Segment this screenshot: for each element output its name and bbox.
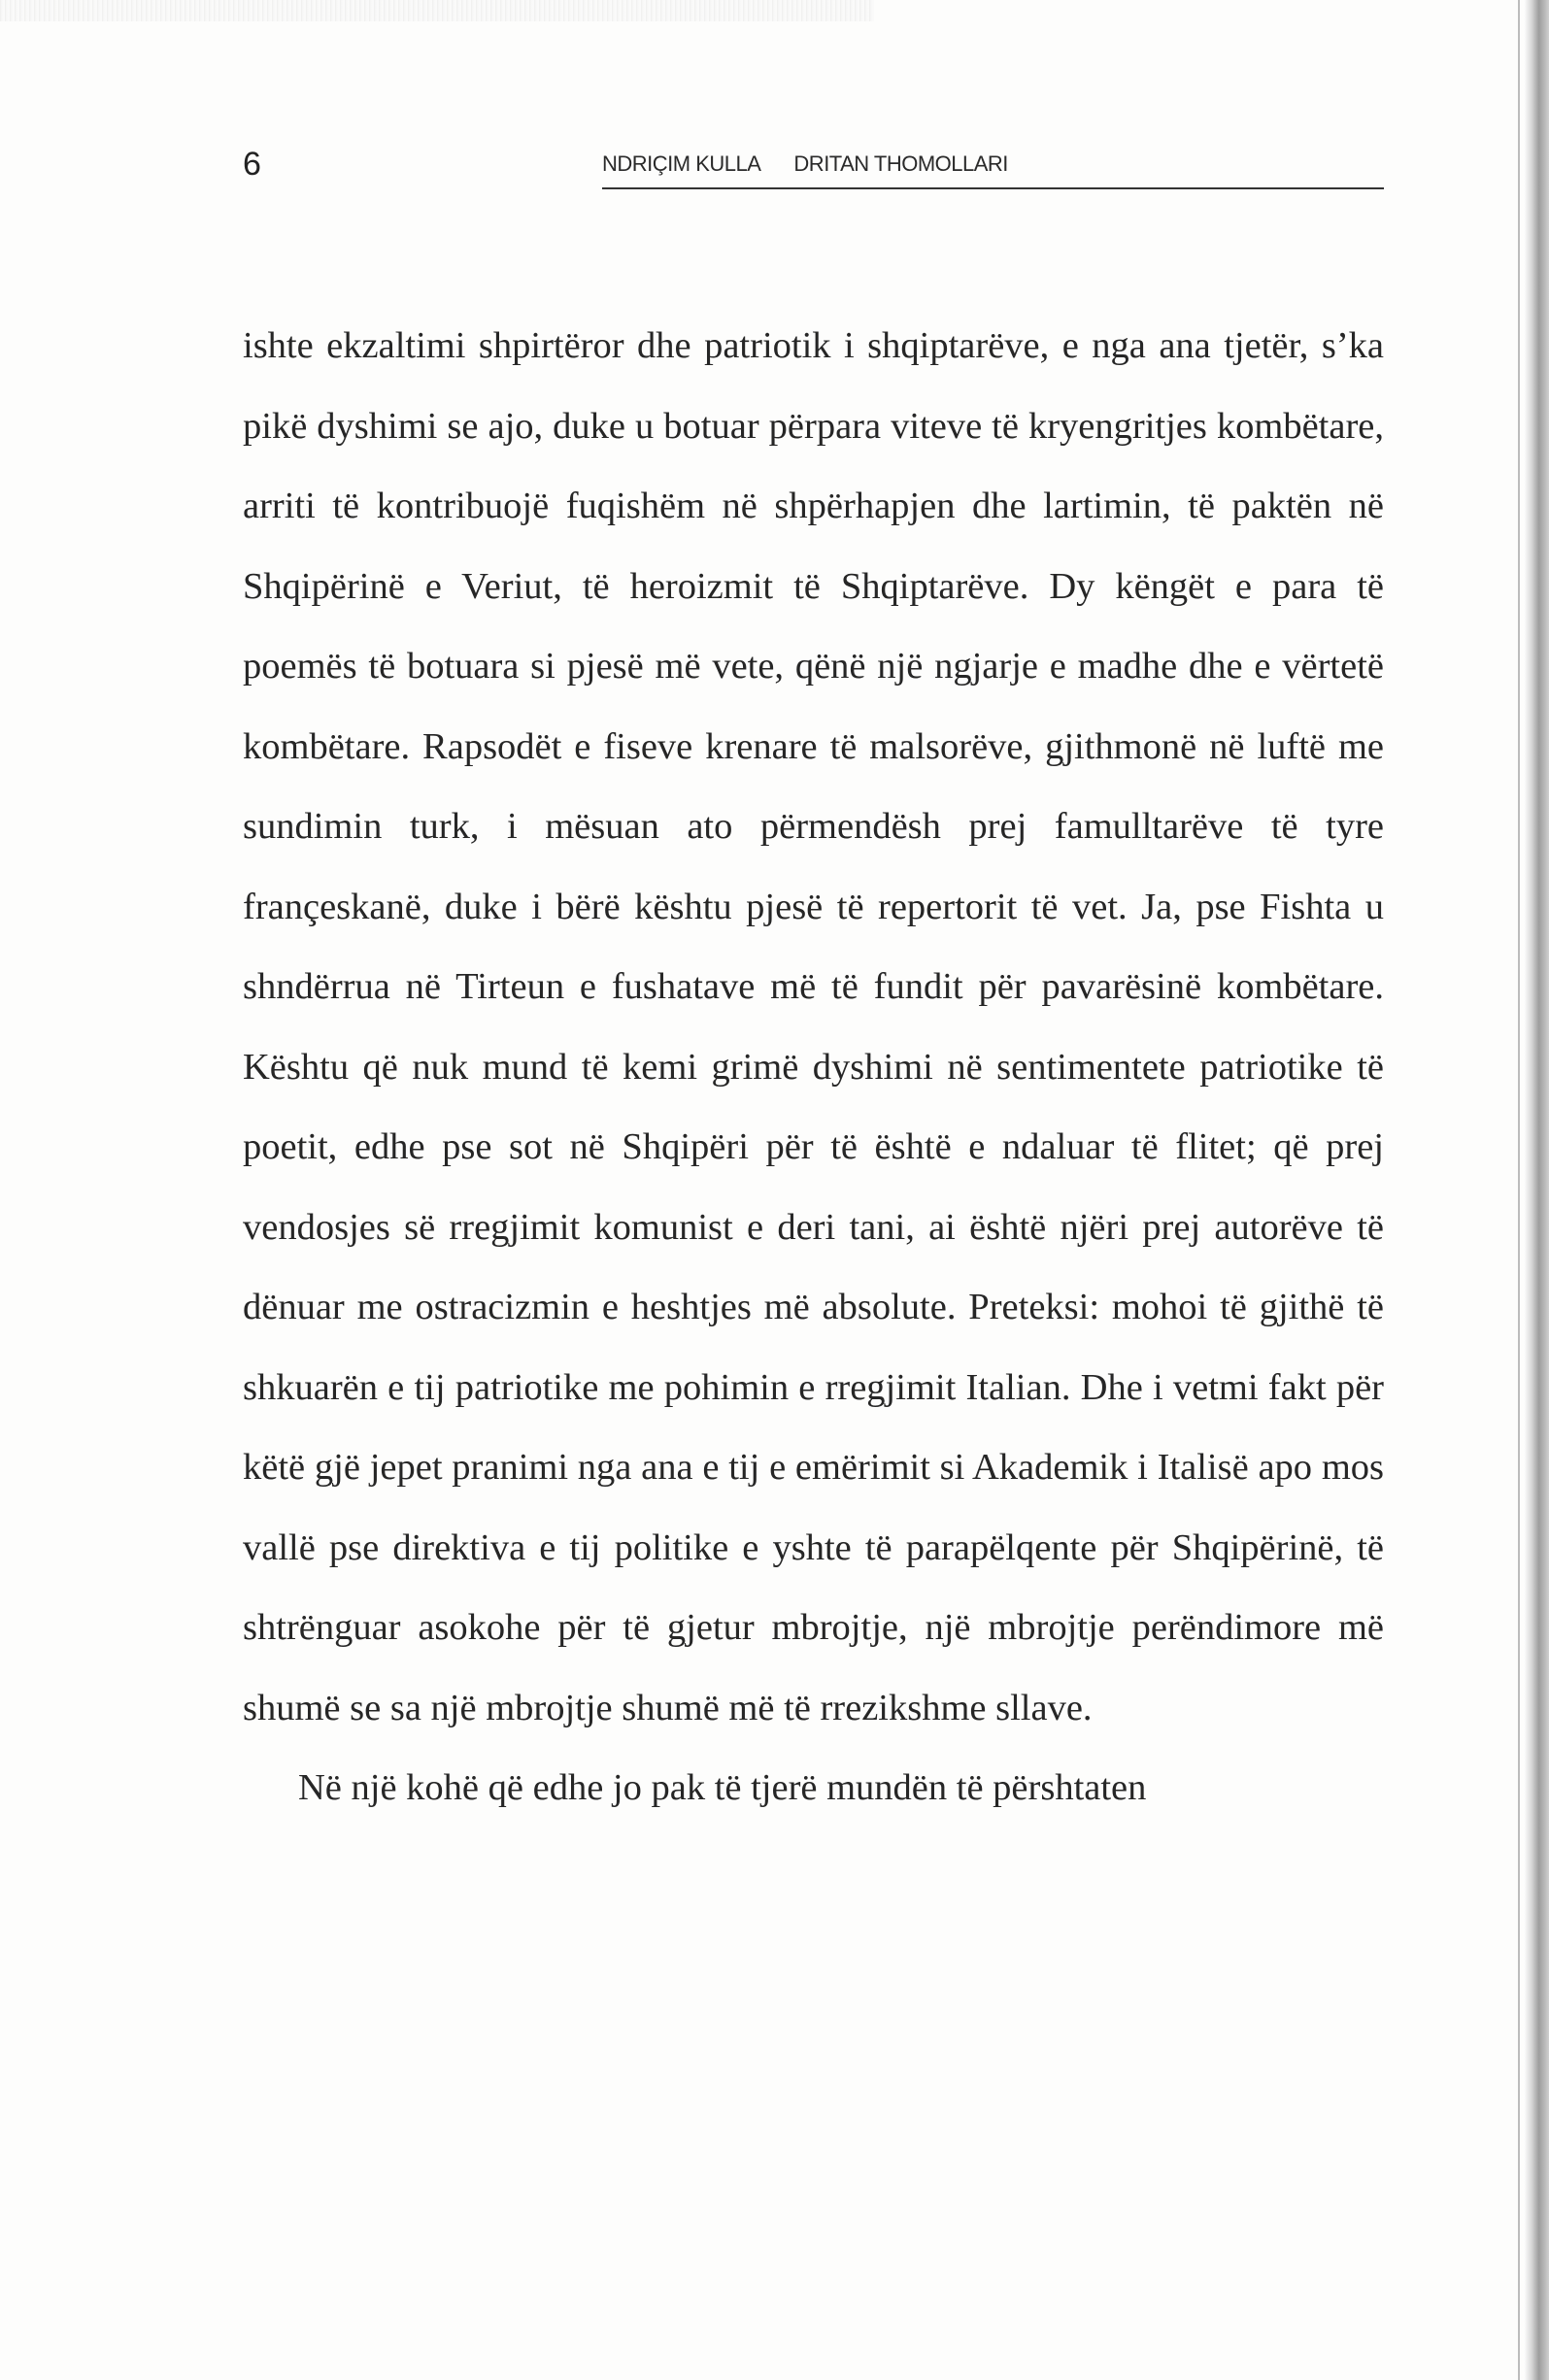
scan-noise-strip [0,0,874,21]
running-head [243,146,1384,188]
binding-line [1518,0,1520,2380]
body-text [243,306,1384,1828]
paragraph: ishte ekzaltimi shpirtëror dhe patriotik i shqiptarëve, e nga ana tjetër, s’ka pikë dyshimi se ajo, duke u botuar përpara viteve të kryengritjes kombëtare, arriti të kontribuojë fuqishëm në shpërhapjen dhe lartimin, të paktën në Shqipërinë e Veriut, të heroizmit të Shqiptarëve. Dy këngët e para të poemës të botuara si pjesë më vete, qënë një ngjarje e madhe dhe e vërtetë kombëtare. Rapsodët e fiseve krenare të malsorëve, gjithmonë në luftë me sundimin turk, i mësuan ato përmendësh prej famulltarëve të tyre françeskanë, duke i bërë kështu pjesë të repertorit të vet. Ja, pse Fishta u shndërrua në Tirteun e fushatave më të fundit për pavarësinë kombëtare. Kështu që nuk mund të kemi grimë dyshimi në sentimentete patriotike të poetit, edhe pse sot në Shqipëri për të është e ndaluar të flitet; që prej vendosjes së rregjimit komunist e deri tani, ai është njëri prej autorëve të dënuar me ostracizmin e heshtjes më absolute. Preteksi: mohoi të gjithë të shkuarën e tij patriotike me pohimin e rregjimit Italian. Dhe i vetmi fakt për këtë gjë jepet pranimi nga ana e tij e emërimit si Akademik i Italisë apo mos vallë pse direktiva e tij politike e yshte të parapëlqente për Shqipërinë, të shtrënguar asokohe për të gjetur mbrojtje, një mbrojtje perëndimore më shumë se sa një mbrojtje shumë më të rrezikshme sllave. [243,325,1384,1728]
header-author-1: NDRIÇIM KULLA [602,151,761,176]
header-authors [602,151,1008,177]
header-author-2: DRITAN THOMOLLARI [793,151,1008,176]
page-number: 6 [243,146,261,183]
page-binding-edge [1524,0,1549,2380]
header-rule [602,187,1384,189]
paragraph: Në një kohë që edhe jo pak të tjerë mundën të përshtaten [298,1767,1147,1808]
